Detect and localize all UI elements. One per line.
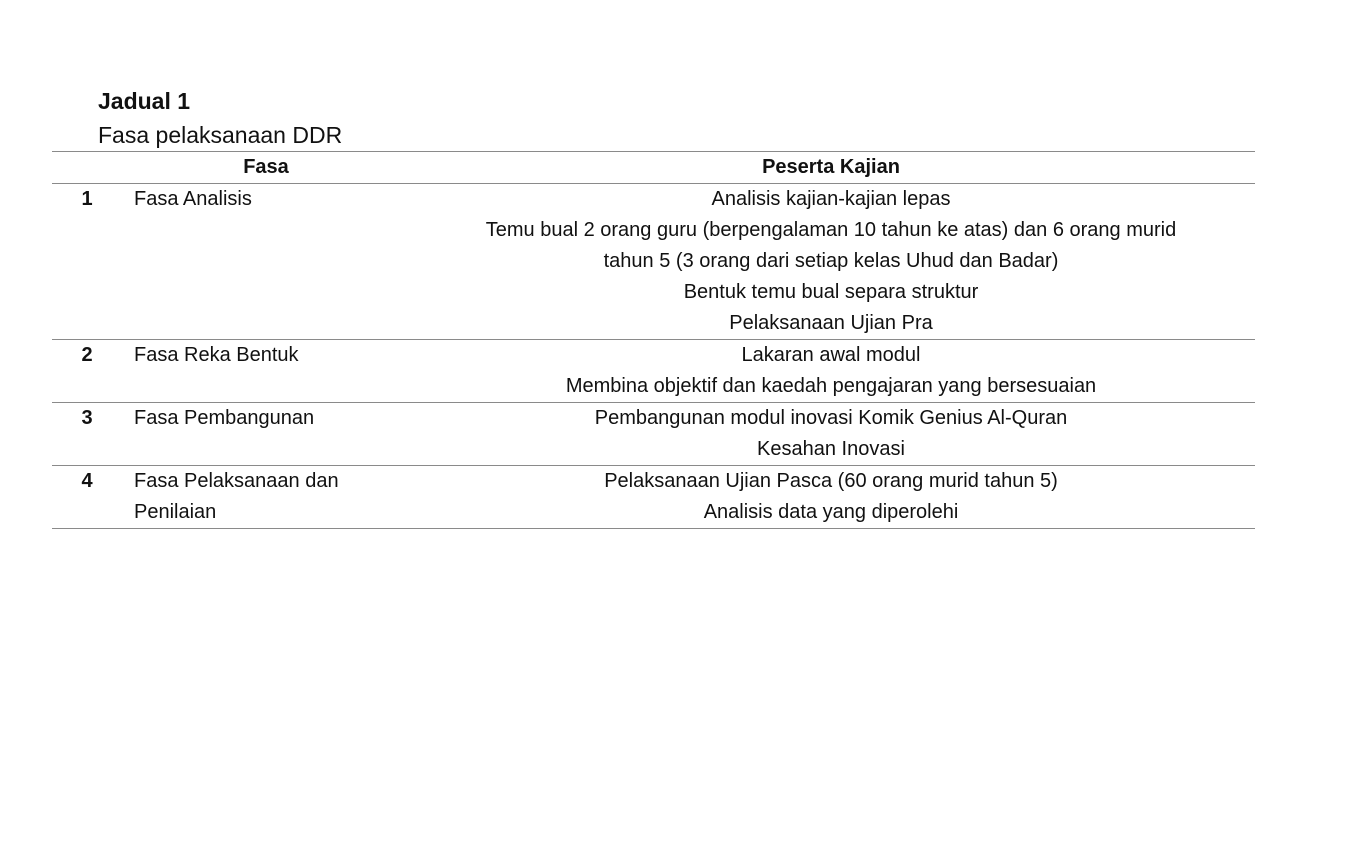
- header-fasa: Fasa: [243, 156, 289, 178]
- peserta-line: Analisis kajian-kajian lepas: [711, 188, 951, 210]
- row-peserta: [407, 184, 1255, 339]
- peserta-line: Lakaran awal modul: [741, 344, 921, 366]
- row-fasa: [122, 403, 407, 465]
- row-fasa: [122, 340, 407, 402]
- row-number: 3: [81, 407, 93, 429]
- peserta-line: Analisis data yang diperolehi: [703, 501, 959, 523]
- peserta-line: Pelaksanaan Ujian Pra: [729, 312, 933, 334]
- table-row: [52, 339, 1255, 402]
- peserta-line: Pelaksanaan Ujian Pasca (60 orang murid tahun 5): [604, 470, 1058, 492]
- table-title: Fasa pelaksanaan DDR: [98, 122, 343, 148]
- table-label: Jadual 1: [98, 88, 191, 114]
- row-fasa: [122, 466, 407, 528]
- table-header-row: [52, 152, 1255, 184]
- row-number: 2: [81, 344, 93, 366]
- peserta-line: Membina objektif dan kaedah pengajaran yang bersesuaian: [565, 375, 1097, 397]
- fasa-name: Fasa Pembangunan: [134, 407, 315, 429]
- row-number: 1: [81, 188, 93, 210]
- row-peserta: [407, 340, 1255, 402]
- peserta-line: Bentuk temu bual separa struktur: [683, 281, 979, 303]
- table-row: [52, 465, 1255, 528]
- row-peserta: [407, 403, 1255, 465]
- fasa-name: Fasa Analisis: [134, 188, 252, 210]
- table-row: [52, 402, 1255, 465]
- header-peserta-kajian: Peserta Kajian: [762, 156, 900, 178]
- peserta-line: Pembangunan modul inovasi Komik Genius Al-Quran: [594, 407, 1068, 429]
- row-number: 4: [81, 470, 93, 492]
- fasa-name: Fasa Reka Bentuk: [134, 344, 299, 366]
- peserta-line: tahun 5 (3 orang dari setiap kelas Uhud dan Badar): [603, 250, 1059, 272]
- phase-table: [52, 151, 1255, 529]
- row-peserta: [407, 466, 1255, 528]
- table-row: [52, 184, 1255, 339]
- peserta-line: Temu bual 2 orang guru (berpengalaman 10 tahun ke atas) dan 6 orang murid: [485, 219, 1177, 241]
- fasa-name: Fasa Pelaksanaan dan Penilaian: [134, 470, 339, 523]
- row-fasa: [122, 184, 407, 339]
- peserta-line: Kesahan Inovasi: [757, 438, 905, 460]
